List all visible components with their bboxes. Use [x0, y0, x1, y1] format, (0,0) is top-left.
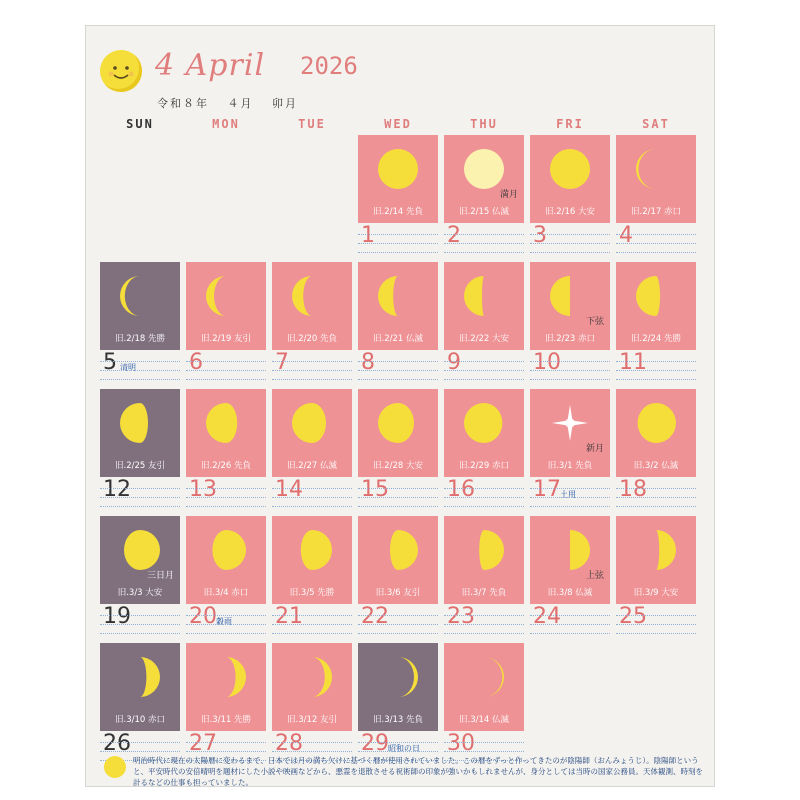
- weekday-sat: SAT: [642, 117, 670, 131]
- moon-phase-icon: [120, 403, 160, 443]
- memo-line: [616, 379, 696, 380]
- day-number: 28: [275, 731, 303, 756]
- moon-tile: [530, 389, 610, 477]
- memo-line: [530, 379, 610, 380]
- lunar-date-rokuyo: 旧.3/5 先勝: [289, 588, 335, 598]
- moon-tile: [272, 516, 352, 604]
- day-number: 18: [619, 477, 647, 502]
- moon-phase-icon: [550, 276, 590, 316]
- weekday-sun: SUN: [126, 117, 154, 131]
- day-number: 10: [533, 350, 561, 375]
- memo-line: [186, 633, 266, 634]
- day-cell[interactable]: [616, 389, 698, 513]
- memo-line: [530, 361, 610, 362]
- smiling-moon-icon: [100, 50, 142, 92]
- moon-phase-icon: [292, 276, 332, 316]
- moon-phase-icon: [292, 657, 332, 697]
- lunar-date-rokuyo: 旧.3/10 赤口: [115, 715, 165, 725]
- moon-tile: [444, 389, 524, 477]
- day-cell[interactable]: [616, 135, 698, 259]
- moon-tile: [358, 516, 438, 604]
- memo-line: [186, 506, 266, 507]
- weekday-fri: FRI: [556, 117, 584, 131]
- day-number: 16: [447, 477, 475, 502]
- holiday-label: 土用: [560, 490, 576, 499]
- day-cell[interactable]: [358, 389, 440, 513]
- day-cell[interactable]: [100, 389, 182, 513]
- day-number: 4: [619, 223, 633, 248]
- day-number: 25: [619, 604, 647, 629]
- lunar-date-rokuyo: 旧.2/28 大安: [373, 461, 423, 471]
- memo-line: [186, 751, 266, 752]
- day-cell[interactable]: [358, 135, 440, 259]
- day-cell[interactable]: [530, 135, 612, 259]
- lunar-date-rokuyo: 旧.2/14 先負: [373, 207, 423, 217]
- memo-line: [272, 506, 352, 507]
- moon-tile: [358, 643, 438, 731]
- moon-phase-label: 上弦: [585, 571, 604, 581]
- memo-line: [616, 234, 696, 235]
- moon-tile: [186, 262, 266, 350]
- moon-tile: [100, 643, 180, 731]
- lunar-date-rokuyo: 旧.3/3 大安: [117, 588, 163, 598]
- lunar-date-rokuyo: 旧.2/21 仏滅: [373, 334, 423, 344]
- moon-tile: [616, 135, 696, 223]
- moon-phase-icon: [378, 149, 418, 189]
- memo-line: [616, 615, 696, 616]
- memo-line: [358, 742, 438, 743]
- day-cell[interactable]: [358, 262, 440, 386]
- memo-line: [444, 506, 524, 507]
- memo-line: [444, 370, 524, 371]
- moon-phase-icon: [292, 403, 332, 443]
- day-cell[interactable]: [530, 389, 612, 513]
- lunar-date-rokuyo: 旧.3/13 先負: [373, 715, 423, 725]
- moon-phase-icon: [378, 403, 418, 443]
- moon-tile: [272, 262, 352, 350]
- memo-line: [616, 243, 696, 244]
- memo-line: [530, 370, 610, 371]
- day-number: 6: [189, 350, 203, 375]
- day-cell[interactable]: [358, 643, 440, 767]
- moon-tile: [358, 262, 438, 350]
- memo-line: [616, 506, 696, 507]
- lunar-date-rokuyo: 旧.3/2 仏滅: [633, 461, 679, 471]
- memo-line: [100, 742, 180, 743]
- lunar-date-rokuyo: 旧.2/29 赤口: [459, 461, 509, 471]
- day-cell[interactable]: [616, 262, 698, 386]
- moon-tile: [186, 389, 266, 477]
- memo-line: [100, 615, 180, 616]
- moon-phase-label: 三日月: [146, 571, 174, 581]
- footnote-text: 明治時代に現在の太陽暦に変わるまで、日本では月の満ち欠けに基づく暦が使用されていました。この暦をずっと作ってきたのが陰陽師（おんみょうじ）。陰陽師というと、平安時代の安倍晴明を題材にした小説や映画などから、悪霊を退散させる祝術師の印象が強いかもしれませんが、身分としては当時の国家公務員。天体観測、時刻を計るなどの仕事も担っていました。: [133, 756, 703, 787]
- day-number: 12: [103, 477, 131, 502]
- moon-tile: [444, 643, 524, 731]
- day-cell[interactable]: [530, 262, 612, 386]
- memo-line: [272, 379, 352, 380]
- memo-line: [100, 497, 180, 498]
- moon-phase-icon: [206, 530, 246, 570]
- memo-line: [186, 488, 266, 489]
- memo-line: [272, 633, 352, 634]
- memo-line: [100, 379, 180, 380]
- moon-tile: [272, 389, 352, 477]
- memo-line: [530, 243, 610, 244]
- moon-tile: [616, 389, 696, 477]
- memo-line: [444, 633, 524, 634]
- memo-line: [444, 497, 524, 498]
- memo-line: [100, 370, 180, 371]
- moon-phase-icon: [120, 276, 160, 316]
- moon-tile: [530, 135, 610, 223]
- day-number: 24: [533, 604, 561, 629]
- weekday-thu: THU: [470, 117, 498, 131]
- day-number: 26: [103, 731, 131, 756]
- moon-phase-icon: [550, 149, 590, 189]
- day-cell[interactable]: [444, 262, 526, 386]
- holiday-label: 昭和の日: [388, 744, 420, 753]
- new-moon-star-icon: [550, 403, 590, 443]
- day-cell[interactable]: [616, 516, 698, 640]
- lunar-date-rokuyo: 旧.2/20 先負: [287, 334, 337, 344]
- moon-phase-icon: [378, 530, 418, 570]
- memo-line: [272, 488, 352, 489]
- moon-phase-icon: [464, 530, 504, 570]
- lunar-date-rokuyo: 旧.3/8 仏滅: [547, 588, 593, 598]
- day-number: 14: [275, 477, 303, 502]
- day-cell[interactable]: [186, 262, 268, 386]
- memo-line: [272, 615, 352, 616]
- day-number: 5: [103, 350, 117, 375]
- moon-phase-label: 満月: [499, 190, 518, 200]
- memo-line: [444, 243, 524, 244]
- day-number: 7: [275, 350, 289, 375]
- day-number: 21: [275, 604, 303, 629]
- memo-line: [444, 234, 524, 235]
- moon-phase-icon: [120, 530, 160, 570]
- memo-line: [444, 615, 524, 616]
- moon-tile: [530, 262, 610, 350]
- memo-line: [100, 488, 180, 489]
- lunar-date-rokuyo: 旧.2/25 友引: [115, 461, 165, 471]
- memo-line: [444, 379, 524, 380]
- memo-line: [186, 742, 266, 743]
- memo-line: [272, 742, 352, 743]
- day-cell[interactable]: [358, 516, 440, 640]
- moon-tile: [358, 389, 438, 477]
- memo-line: [358, 751, 438, 752]
- moon-tile: [444, 262, 524, 350]
- memo-line: [616, 361, 696, 362]
- memo-line: [530, 497, 610, 498]
- lunar-date-rokuyo: 旧.3/9 大安: [633, 588, 679, 598]
- moon-tile: [272, 643, 352, 731]
- moon-phase-icon: [378, 276, 418, 316]
- memo-line: [100, 361, 180, 362]
- memo-line: [616, 488, 696, 489]
- moon-tile: [100, 516, 180, 604]
- memo-line: [358, 379, 438, 380]
- moon-phase-icon: [206, 403, 246, 443]
- lunar-date-rokuyo: 旧.3/12 友引: [287, 715, 337, 725]
- memo-line: [358, 624, 438, 625]
- memo-line: [272, 361, 352, 362]
- day-cell[interactable]: [272, 643, 354, 767]
- lunar-date-rokuyo: 旧.3/7 先負: [461, 588, 507, 598]
- holiday-label: 穀雨: [216, 617, 232, 626]
- moon-phase-icon: [550, 530, 590, 570]
- moon-tile: [444, 135, 524, 223]
- moon-phase-icon: [464, 657, 504, 697]
- day-cell[interactable]: [100, 643, 182, 767]
- holiday-label: 清明: [120, 363, 136, 372]
- memo-line: [100, 624, 180, 625]
- memo-line: [272, 624, 352, 625]
- month-title: 4 April: [155, 48, 266, 83]
- memo-line: [358, 243, 438, 244]
- day-number: 11: [619, 350, 647, 375]
- day-cell[interactable]: [444, 643, 526, 767]
- lunar-date-rokuyo: 旧.2/17 赤口: [631, 207, 681, 217]
- memo-line: [444, 742, 524, 743]
- lunar-date-rokuyo: 旧.3/14 仏滅: [459, 715, 509, 725]
- moon-phase-icon: [636, 149, 676, 189]
- day-cell[interactable]: [186, 643, 268, 767]
- moon-phase-icon: [120, 657, 160, 697]
- weekday-wed: WED: [384, 117, 412, 131]
- day-cell[interactable]: [272, 389, 354, 513]
- weekday-mon: MON: [212, 117, 240, 131]
- moon-phase-icon: [206, 657, 246, 697]
- moon-tile: [186, 643, 266, 731]
- weekday-tue: TUE: [298, 117, 326, 131]
- full-moon-icon: [464, 149, 504, 189]
- memo-line: [358, 252, 438, 253]
- moon-tile: [530, 516, 610, 604]
- memo-line: [444, 624, 524, 625]
- moon-phase-icon: [464, 276, 504, 316]
- moon-phase-icon: [292, 530, 332, 570]
- moon-phase-icon: [636, 403, 676, 443]
- moon-bullet-icon: [104, 756, 126, 778]
- moon-phase-icon: [636, 276, 676, 316]
- lunar-date-rokuyo: 旧.2/24 先勝: [631, 334, 681, 344]
- day-number: 23: [447, 604, 475, 629]
- moon-tile: [186, 516, 266, 604]
- lunar-date-rokuyo: 旧.2/19 友引: [201, 334, 251, 344]
- memo-line: [272, 751, 352, 752]
- memo-line: [186, 615, 266, 616]
- memo-line: [530, 252, 610, 253]
- memo-line: [186, 361, 266, 362]
- memo-line: [530, 624, 610, 625]
- day-cell[interactable]: [444, 516, 526, 640]
- year-title: 2026: [300, 52, 358, 80]
- lunar-date-rokuyo: 旧.2/16 大安: [545, 207, 595, 217]
- moon-phase-icon: [636, 530, 676, 570]
- moon-tile: [100, 389, 180, 477]
- memo-line: [616, 252, 696, 253]
- moon-phase-icon: [378, 657, 418, 697]
- day-number: 30: [447, 731, 475, 756]
- day-number: 17: [533, 477, 561, 502]
- memo-line: [444, 252, 524, 253]
- day-number: 8: [361, 350, 375, 375]
- memo-line: [100, 633, 180, 634]
- day-cell[interactable]: [272, 516, 354, 640]
- memo-line: [186, 370, 266, 371]
- memo-line: [358, 370, 438, 371]
- lunar-date-rokuyo: 旧.2/18 先勝: [115, 334, 165, 344]
- lunar-date-rokuyo: 旧.2/22 大安: [459, 334, 509, 344]
- day-cell[interactable]: [530, 516, 612, 640]
- memo-line: [530, 633, 610, 634]
- moon-tile: [616, 262, 696, 350]
- lunar-date-rokuyo: 旧.3/1 先負: [547, 461, 593, 471]
- day-number: 2: [447, 223, 461, 248]
- lunar-date-rokuyo: 旧.2/15 仏滅: [459, 207, 509, 217]
- day-cell[interactable]: [186, 516, 268, 640]
- memo-line: [100, 751, 180, 752]
- memo-line: [358, 234, 438, 235]
- memo-line: [616, 370, 696, 371]
- memo-line: [100, 506, 180, 507]
- memo-line: [186, 624, 266, 625]
- memo-line: [616, 633, 696, 634]
- memo-line: [272, 497, 352, 498]
- day-number: 29: [361, 731, 389, 756]
- memo-line: [530, 506, 610, 507]
- memo-line: [358, 615, 438, 616]
- memo-line: [272, 370, 352, 371]
- day-number: 19: [103, 604, 131, 629]
- day-number: 15: [361, 477, 389, 502]
- day-cell[interactable]: [272, 262, 354, 386]
- day-number: 1: [361, 223, 375, 248]
- day-number: 3: [533, 223, 547, 248]
- day-cell[interactable]: [100, 262, 182, 386]
- lunar-date-rokuyo: 旧.3/11 先勝: [201, 715, 251, 725]
- day-number: 22: [361, 604, 389, 629]
- lunar-date-rokuyo: 旧.2/27 仏滅: [287, 461, 337, 471]
- memo-line: [186, 379, 266, 380]
- memo-line: [358, 488, 438, 489]
- lunar-date-rokuyo: 旧.3/6 友引: [375, 588, 421, 598]
- day-number: 27: [189, 731, 217, 756]
- moon-phase-icon: [464, 403, 504, 443]
- moon-tile: [444, 516, 524, 604]
- day-cell[interactable]: [444, 135, 526, 259]
- day-number: 13: [189, 477, 217, 502]
- moon-tile: [358, 135, 438, 223]
- memo-line: [444, 751, 524, 752]
- day-cell[interactable]: [186, 389, 268, 513]
- moon-phase-label: 新月: [585, 444, 604, 454]
- memo-line: [616, 497, 696, 498]
- day-number: 9: [447, 350, 461, 375]
- japanese-era-subtitle: 令和８年 ４月 卯月: [157, 97, 298, 110]
- moon-tile: [100, 262, 180, 350]
- moon-phase-icon: [206, 276, 246, 316]
- day-cell[interactable]: [100, 516, 182, 640]
- memo-line: [358, 361, 438, 362]
- moon-tile: [616, 516, 696, 604]
- memo-line: [530, 234, 610, 235]
- day-number: 20: [189, 604, 217, 629]
- memo-line: [444, 488, 524, 489]
- lunar-date-rokuyo: 旧.3/4 赤口: [203, 588, 249, 598]
- lunar-date-rokuyo: 旧.2/26 先負: [201, 461, 251, 471]
- day-cell[interactable]: [444, 389, 526, 513]
- memo-line: [358, 633, 438, 634]
- lunar-date-rokuyo: 旧.2/23 赤口: [545, 334, 595, 344]
- moon-phase-label: 下弦: [585, 317, 604, 327]
- memo-line: [358, 497, 438, 498]
- memo-line: [616, 624, 696, 625]
- memo-line: [186, 497, 266, 498]
- memo-line: [530, 615, 610, 616]
- memo-line: [358, 506, 438, 507]
- memo-line: [530, 488, 610, 489]
- memo-line: [444, 361, 524, 362]
